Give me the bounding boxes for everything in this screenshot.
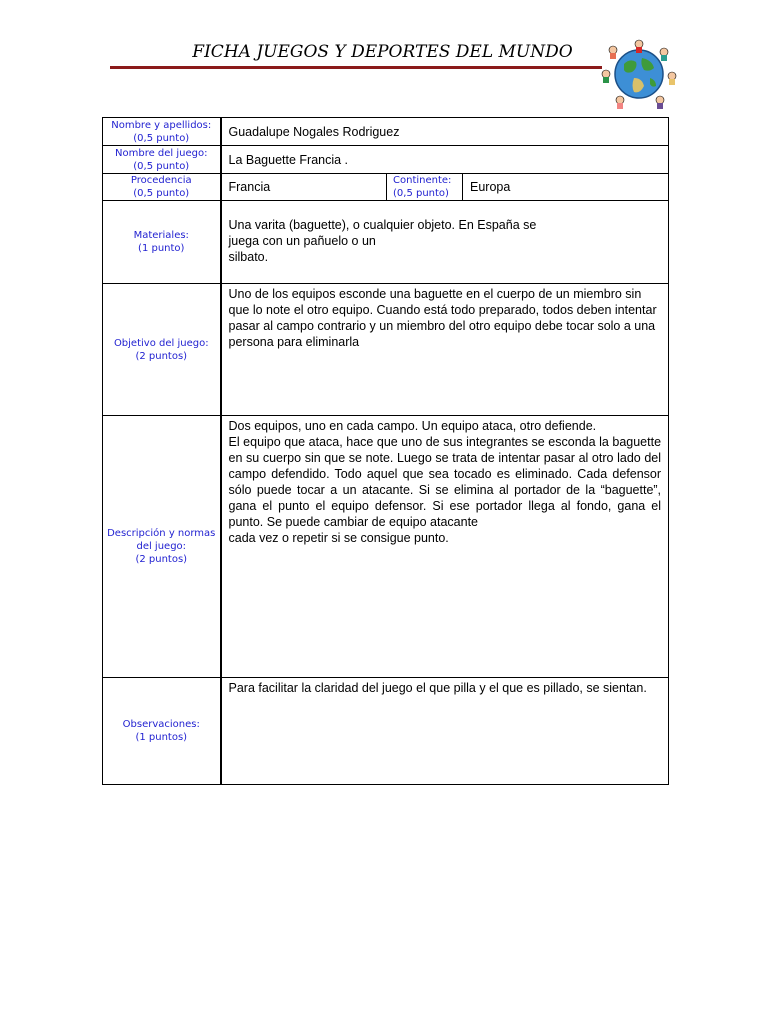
objetivo-text: Uno de los equipos esconde una baguette en el cuerpo de un miembro sin que lo note el otro equipo. Cuando está todo preparado, todos deben intentar pasar al campo contrario y un miembro del otro equipo debe tocar solo a una persona para eliminarla xyxy=(228,287,657,349)
juego-value-cell xyxy=(221,146,669,174)
materiales-value-cell xyxy=(221,201,669,284)
nombre-value: Guadalupe Nogales Rodriguez xyxy=(228,124,400,139)
observaciones-points: (1 puntos) xyxy=(135,732,188,743)
descripcion-line-1: Dos equipos, uno en cada campo. Un equipo ataca, otro defiende. xyxy=(228,419,597,433)
observaciones-label-cell xyxy=(103,678,221,785)
observaciones-label: Observaciones: xyxy=(122,719,200,730)
procedencia-label-cell xyxy=(103,174,221,201)
continente-value-cell xyxy=(463,174,669,201)
continente-value: Europa xyxy=(470,180,511,194)
descripcion-points: (2 puntos) xyxy=(135,554,188,565)
nombre-points: (0,5 punto) xyxy=(133,132,190,144)
row-descripcion xyxy=(103,416,669,678)
continente-points: (0,5 punto) xyxy=(393,188,449,199)
page-title: FICHA JUEGOS Y DEPORTES DEL MUNDO xyxy=(192,42,573,62)
row-juego xyxy=(103,146,669,174)
continente-label-cell xyxy=(387,174,463,201)
nombre-value-cell xyxy=(221,118,669,146)
observaciones-value-cell xyxy=(221,678,669,785)
game-form-table xyxy=(102,117,669,785)
descripcion-paragraph: El equipo que ataca, hace que uno de sus integrantes se esconda la baguette en su cuerpo sin que se note. Luego se trata de intentar pasar al otro lado del campo defendido. Todo aquel que sea tocado es eliminado. Cada defensor sólo puede tocar a un atacante. Si se elimina al portador de la “baguette”, gana el punto el equipo defensor. Si ese portador llega al fondo, gana el punto. Se puede cambiar de equipo atacante xyxy=(228,435,662,529)
objetivo-points: (2 puntos) xyxy=(135,350,188,362)
procedencia-value-cell xyxy=(221,174,387,201)
materiales-points: (1 punto) xyxy=(138,243,185,254)
juego-value: La Baguette Francia . xyxy=(228,152,349,167)
globe-with-children-icon xyxy=(598,34,680,110)
descripcion-value-cell xyxy=(221,416,669,678)
title-underline xyxy=(110,66,602,69)
materiales-line-2: juega con un pañuelo o un xyxy=(228,234,376,248)
descripcion-line-last: cada vez o repetir si se consigue punto. xyxy=(228,531,449,545)
juego-label: Nombre del juego: xyxy=(115,147,208,159)
materiales-label: Materiales: xyxy=(133,230,189,241)
descripcion-label-2: del juego: xyxy=(136,541,187,552)
objetivo-label: Objetivo del juego: xyxy=(113,337,209,349)
descripcion-label-1: Descripción y normas xyxy=(107,528,216,539)
procedencia-value: Francia xyxy=(228,180,271,194)
nombre-label-cell xyxy=(103,118,221,146)
juego-label-cell xyxy=(103,146,221,174)
procedencia-label: Procedencia xyxy=(130,175,192,186)
row-objetivo xyxy=(103,284,669,416)
row-nombre xyxy=(103,118,669,146)
objetivo-value-cell xyxy=(221,284,669,416)
nombre-label: Nombre y apellidos: xyxy=(111,119,212,131)
materiales-line-3: silbato. xyxy=(228,250,269,264)
descripcion-label-cell xyxy=(103,416,221,678)
continente-label: Continente: xyxy=(393,175,452,186)
materiales-label-cell xyxy=(103,201,221,284)
row-procedencia xyxy=(103,174,669,201)
observaciones-text: Para facilitar la claridad del juego el que pilla y el que es pillado, se sientan. xyxy=(228,681,647,695)
procedencia-points: (0,5 punto) xyxy=(133,188,190,199)
objetivo-label-cell xyxy=(103,284,221,416)
juego-points: (0,5 punto) xyxy=(133,160,190,172)
row-materiales xyxy=(103,201,669,284)
materiales-line-1: Una varita (baguette), o cualquier objeto. En España se xyxy=(228,218,537,232)
row-observaciones xyxy=(103,678,669,785)
